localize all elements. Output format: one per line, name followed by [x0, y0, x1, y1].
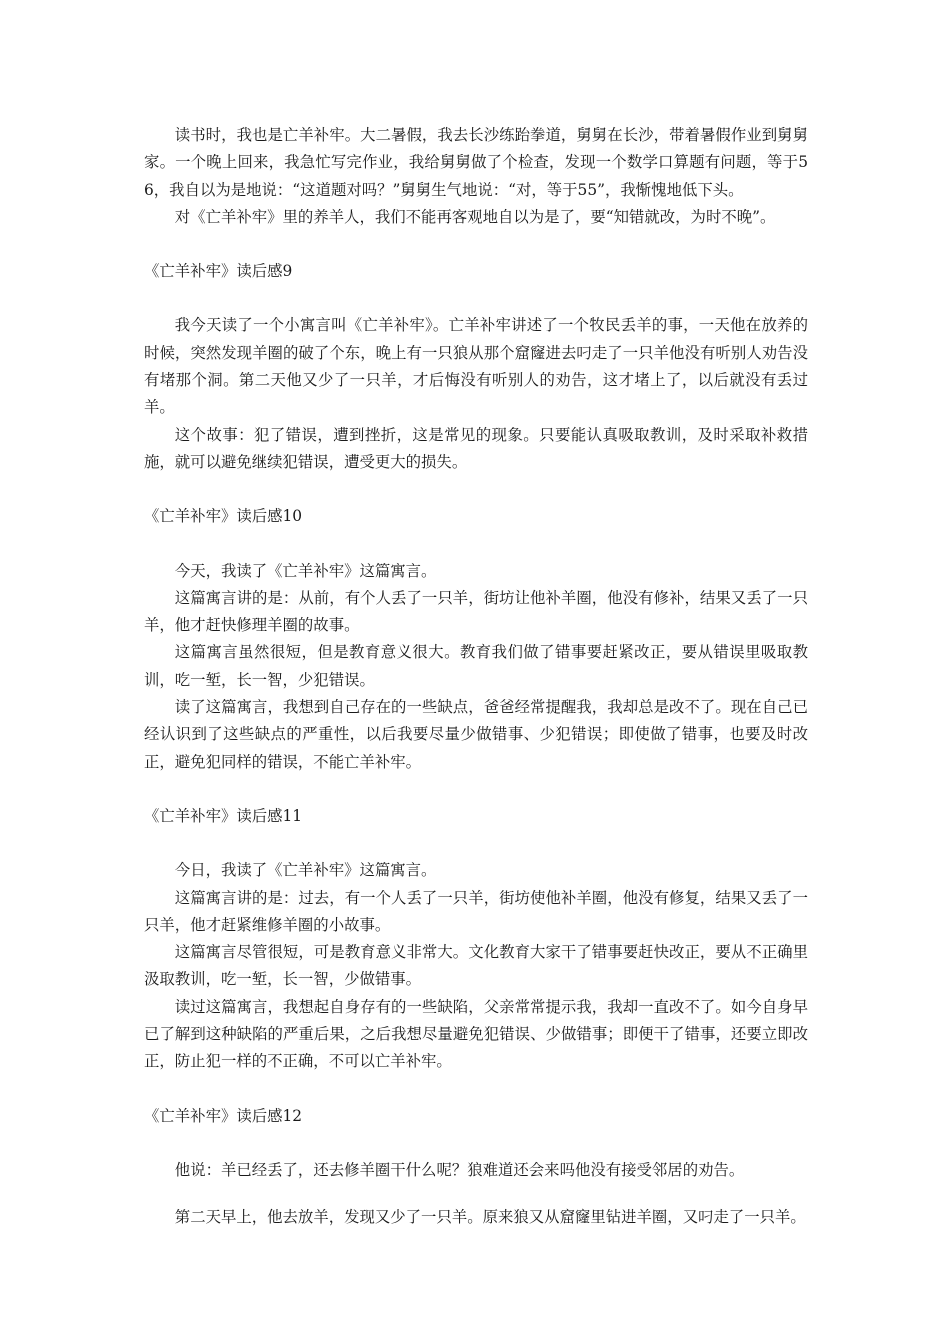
section-heading: 《亡羊补牢》读后感12: [144, 1106, 303, 1125]
section-heading: 《亡羊补牢》读后感9: [144, 262, 293, 281]
paragraph: 这篇寓言讲的是：从前，有个人丢了一只羊，街坊让他补羊圈，他没有修补，结果又丢了一只羊，他才赶快修理羊圈的故事。: [144, 588, 808, 635]
paragraph: 这篇寓言讲的是：过去，有一个人丢了一只羊，街坊使他补羊圈，他没有修复，结果又丢了一只羊，他才赶紧维修羊圈的小故事。: [144, 888, 808, 934]
paragraph: 读了这篇寓言，我想到自己存在的一些缺点，爸爸经常提醒我，我却总是改不了。现在自己已经认识到了这些缺点的严重性，以后我要尽量少做错事、少犯错误；即使做了错事，也要及时改正，避免犯同样的错误，不能亡羊补牢。: [144, 698, 808, 771]
paragraph: 这篇寓言尽管很短，可是教育意义非常大。文化教育大家干了错事要赶快改正，要从不正确里汲取教训，吃一堑，长一智，少做错事。: [144, 943, 808, 989]
section-heading: 《亡羊补牢》读后感10: [144, 507, 303, 526]
paragraph: 对《亡羊补牢》里的养羊人，我们不能再客观地自以为是了，要“知错就改，为时不晚”。: [174, 207, 776, 226]
section-heading: 《亡羊补牢》读后感11: [144, 806, 303, 825]
paragraph: 这个故事：犯了错误，遭到挫折，这是常见的现象。只要能认真吸取教训，及时采取补救措施，就可以避免继续犯错误，遭受更大的损失。: [144, 425, 808, 471]
paragraph: 读过这篇寓言，我想起自身存有的一些缺陷，父亲常常提示我，我却一直改不了。如今自身早已了解到这种缺陷的严重后果，之后我想尽量避免犯错误、少做错事；即便干了错事，还要立即改正，防止犯一样的不正确，不可以亡羊补牢。: [144, 997, 808, 1071]
paragraph: 今天，我读了《亡羊补牢》这篇寓言。: [174, 561, 437, 580]
paragraph: 我今天读了一个小寓言叫《亡羊补牢》。亡羊补牢讲述了一个牧民丢羊的事，一天他在放养的时候，突然发现羊圈的破了个东，晚上有一只狼从那个窟窿进去叼走了一只羊他没有听别人劝告没有堵那个洞。第二天他又少了一只羊，才后悔没有听别人的劝告，这才堵上了，以后就没有丢过羊。: [144, 316, 808, 417]
paragraph: 读书时，我也是亡羊补牢。大二暑假，我去长沙练跆拳道，舅舅在长沙，带着暑假作业到舅舅家。一个晚上回来，我急忙写完作业，我给舅舅做了个检查，发现一个数学口算题有问题，等于56，我自以为是地说：“这道题对吗？”舅舅生气地说：“对，等于55”，我惭愧地低下头。: [144, 126, 808, 199]
paragraph: 他说：羊已经丢了，还去修羊圈干什么呢？狼难道还会来吗他没有接受邻居的劝告。: [174, 1160, 745, 1179]
document-page: [144, 122, 808, 1232]
paragraph: 这篇寓言虽然很短，但是教育意义很大。教育我们做了错事要赶紧改正，要从错误里吸取教训，吃一堑，长一智，少犯错误。: [144, 643, 808, 689]
paragraph: 第二天早上，他去放羊，发现又少了一只羊。原来狼又从窟窿里钻进羊圈，又叼走了一只羊。: [174, 1208, 806, 1227]
paragraph: 今日，我读了《亡羊补牢》这篇寓言。: [174, 861, 437, 880]
